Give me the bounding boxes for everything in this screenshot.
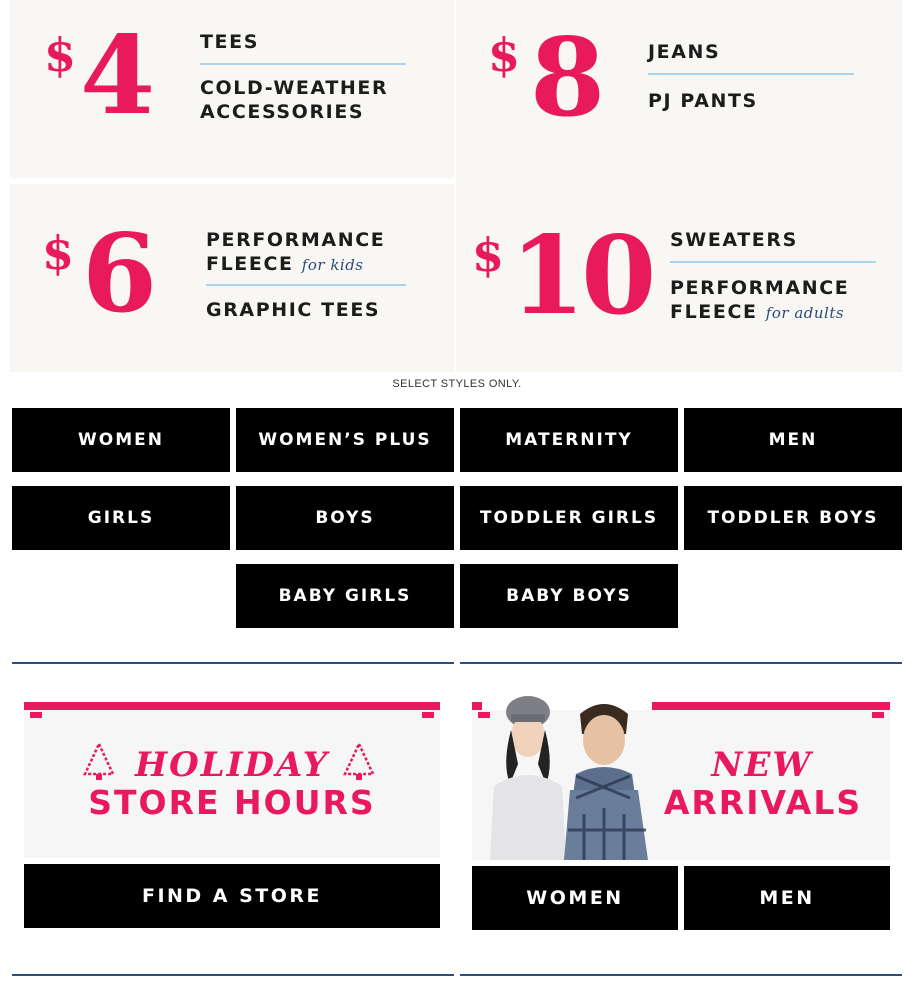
pixel-ornament bbox=[428, 712, 434, 718]
offer-panel-6[interactable] bbox=[10, 184, 454, 372]
offer-sub-note: for adults bbox=[765, 304, 845, 322]
offer-item-performance-fleece-adults bbox=[670, 276, 890, 325]
card-top-bar bbox=[472, 702, 482, 710]
offer-item-pj-pants: PJ PANTS bbox=[648, 90, 758, 112]
tree-icon bbox=[82, 742, 116, 782]
offer-rule bbox=[648, 73, 854, 75]
store-hours-headline-2: STORE HOURS bbox=[88, 783, 376, 822]
disclaimer-text: SELECT STYLES ONLY. bbox=[392, 378, 522, 390]
price-8: 8 bbox=[530, 15, 602, 141]
offer-item-label: PERFORMANCE FLEECE bbox=[670, 277, 850, 323]
offer-item-jeans: JEANS bbox=[648, 41, 721, 63]
pixel-ornament bbox=[36, 712, 42, 718]
tree-icon bbox=[342, 742, 376, 782]
section-divider bbox=[460, 974, 902, 976]
offer-rule bbox=[200, 63, 406, 65]
category-button-baby-girls[interactable]: BABY GIRLS bbox=[236, 564, 454, 628]
category-button-girls[interactable]: GIRLS bbox=[12, 486, 230, 550]
price-6: 6 bbox=[82, 211, 154, 337]
offer-item-accessories: COLD-WEATHER ACCESSORIES bbox=[200, 77, 389, 123]
new-arrivals-headline-2: ARRIVALS bbox=[663, 783, 863, 822]
category-button-men[interactable]: MEN bbox=[684, 408, 902, 472]
currency-symbol: $ bbox=[42, 226, 75, 280]
category-button-baby-boys[interactable]: BABY BOYS bbox=[460, 564, 678, 628]
offer-item-tees: TEES bbox=[200, 31, 260, 53]
pixel-ornament bbox=[878, 712, 884, 718]
new-arrivals-headline-1: NEW bbox=[711, 745, 813, 785]
section-divider bbox=[460, 662, 902, 664]
section-divider bbox=[12, 662, 454, 664]
new-arrivals-men-button[interactable]: MEN bbox=[684, 866, 890, 930]
section-divider bbox=[12, 974, 454, 976]
category-button-maternity[interactable]: MATERNITY bbox=[460, 408, 678, 472]
category-button-boys[interactable]: BOYS bbox=[236, 486, 454, 550]
new-arrivals-women-button[interactable]: WOMEN bbox=[472, 866, 678, 930]
price-4: 4 bbox=[80, 13, 152, 139]
currency-symbol: $ bbox=[44, 28, 77, 82]
offer-item-performance-fleece-kids bbox=[206, 228, 426, 277]
offer-rule bbox=[206, 284, 406, 286]
card-top-bar bbox=[24, 702, 440, 710]
category-button-womens-plus[interactable]: WOMEN’S PLUS bbox=[236, 408, 454, 472]
find-a-store-button[interactable]: FIND A STORE bbox=[24, 864, 440, 928]
price-10: 10 bbox=[510, 213, 653, 339]
category-button-women[interactable]: WOMEN bbox=[12, 408, 230, 472]
category-button-toddler-girls[interactable]: TODDLER GIRLS bbox=[460, 486, 678, 550]
offer-sub-note: for kids bbox=[301, 256, 364, 274]
offer-item-sweaters: SWEATERS bbox=[670, 229, 798, 251]
currency-symbol: $ bbox=[472, 228, 505, 282]
offer-rule bbox=[670, 261, 876, 263]
pixel-ornament bbox=[484, 712, 490, 718]
store-hours-headline-1: HOLIDAY bbox=[135, 745, 329, 785]
offer-item-label: PERFORMANCE FLEECE bbox=[206, 229, 386, 275]
card-top-bar bbox=[652, 702, 890, 710]
models-photo bbox=[480, 694, 652, 860]
category-button-toddler-boys[interactable]: TODDLER BOYS bbox=[684, 486, 902, 550]
currency-symbol: $ bbox=[488, 28, 521, 82]
offer-item-graphic-tees: GRAPHIC TEES bbox=[206, 299, 381, 321]
